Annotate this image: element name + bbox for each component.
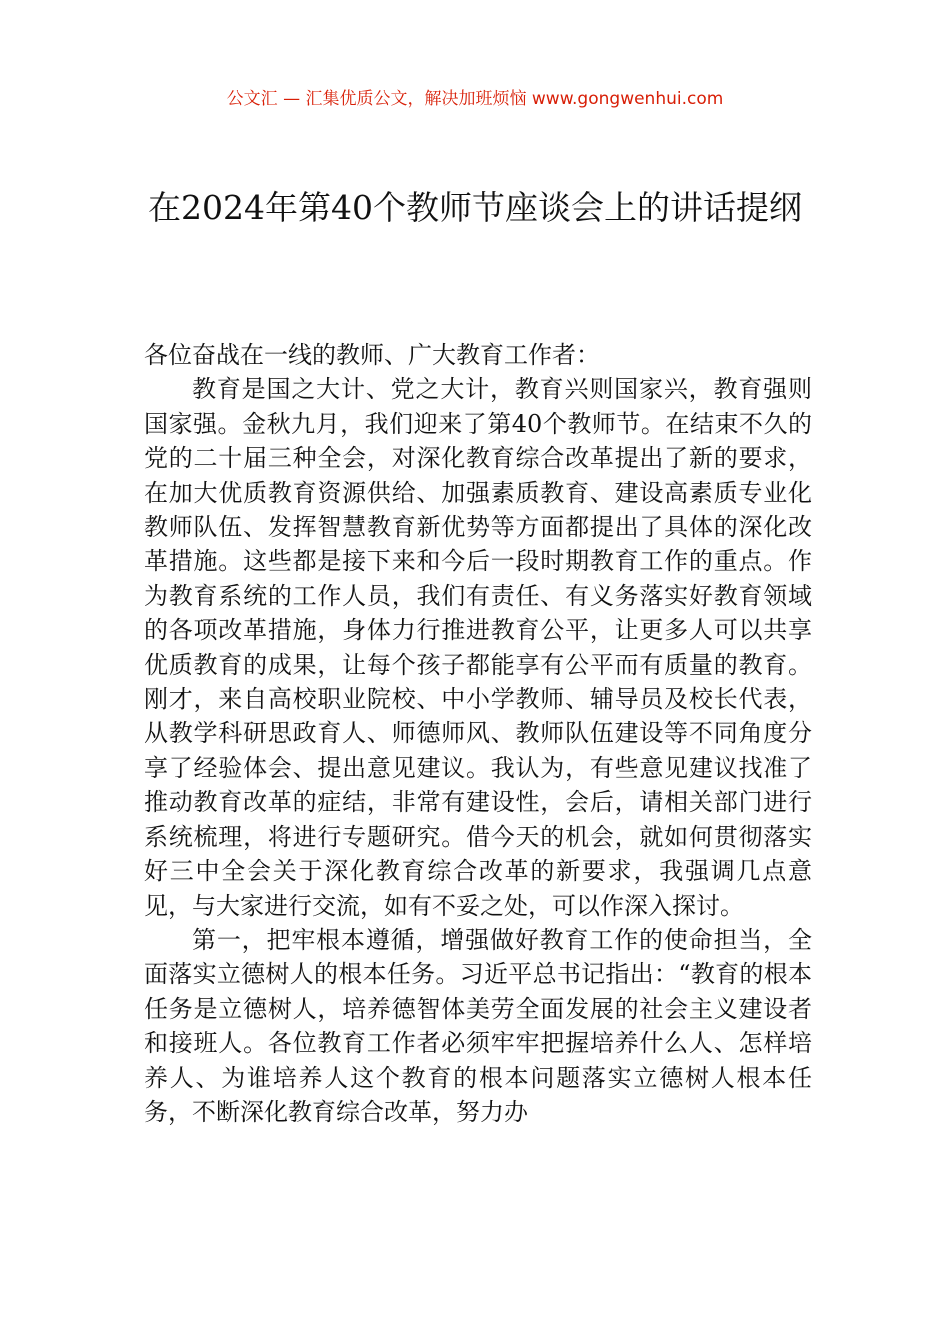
salutation: 各位奋战在一线的教师、广大教育工作者： [144, 341, 600, 369]
paragraph-intro: 教育是国之大计、党之大计，教育兴则国家兴，教育强则国家强。金秋九月，我们迎来了第40个教师节。在结束不久的党的二十届三种全会，对深化教育综合改革提出了新的要求，在加大优质教育资源供给、加强素质教育、建设高素质专业化教师队伍、发挥智慧教育新优势等方面都提出了具体的深化改革措施。这些都是接下来和今后一段时期教育工作的重点。作为教育系统的工作人员，我们有责任、有义务落实好教育领域的各项改革措施，身体力行推进教育公平，让更多人可以共享优质教育的成果，让每个孩子都能享有公平而有质量的教育。刚才，来自高校职业院校、中小学教师、辅导员及校长代表，从教学科研思政育人、师德师风、教师队伍建设等不同角度分享了经验体会、提出意见建议。我认为，有些意见建议找准了推动教育改革的症结，非常有建设性，会后，请相关部门进行系统梳理，将进行专题研究。借今天的机会，就如何贯彻落实好三中全会关于深化教育综合改革的新要求，我强调几点意见，与大家进行交流，如有不妥之处，可以作深入探讨。 [144, 375, 812, 920]
paragraph-first-point: 第一，把牢根本遵循，增强做好教育工作的使命担当，全面落实立德树人的根本任务。习近平总书记指出：“教育的根本任务是立德树人，培养德智体美劳全面发展的社会主义建设者和接班人。各位教育工作者必须牢牢把握培养什么人、怎样培养人、为谁培养人这个教育的根本问题落实立德树人根本任务，不断深化教育综合改革，努力办 [144, 925, 812, 1126]
header-banner: 公文汇 — 汇集优质公文，解决加班烦恼 www.gongwenhui.com [226, 89, 724, 109]
document-body [144, 338, 812, 1129]
document-title: 在2024年第40个教师节座谈会上的讲话提纲 [148, 188, 802, 227]
